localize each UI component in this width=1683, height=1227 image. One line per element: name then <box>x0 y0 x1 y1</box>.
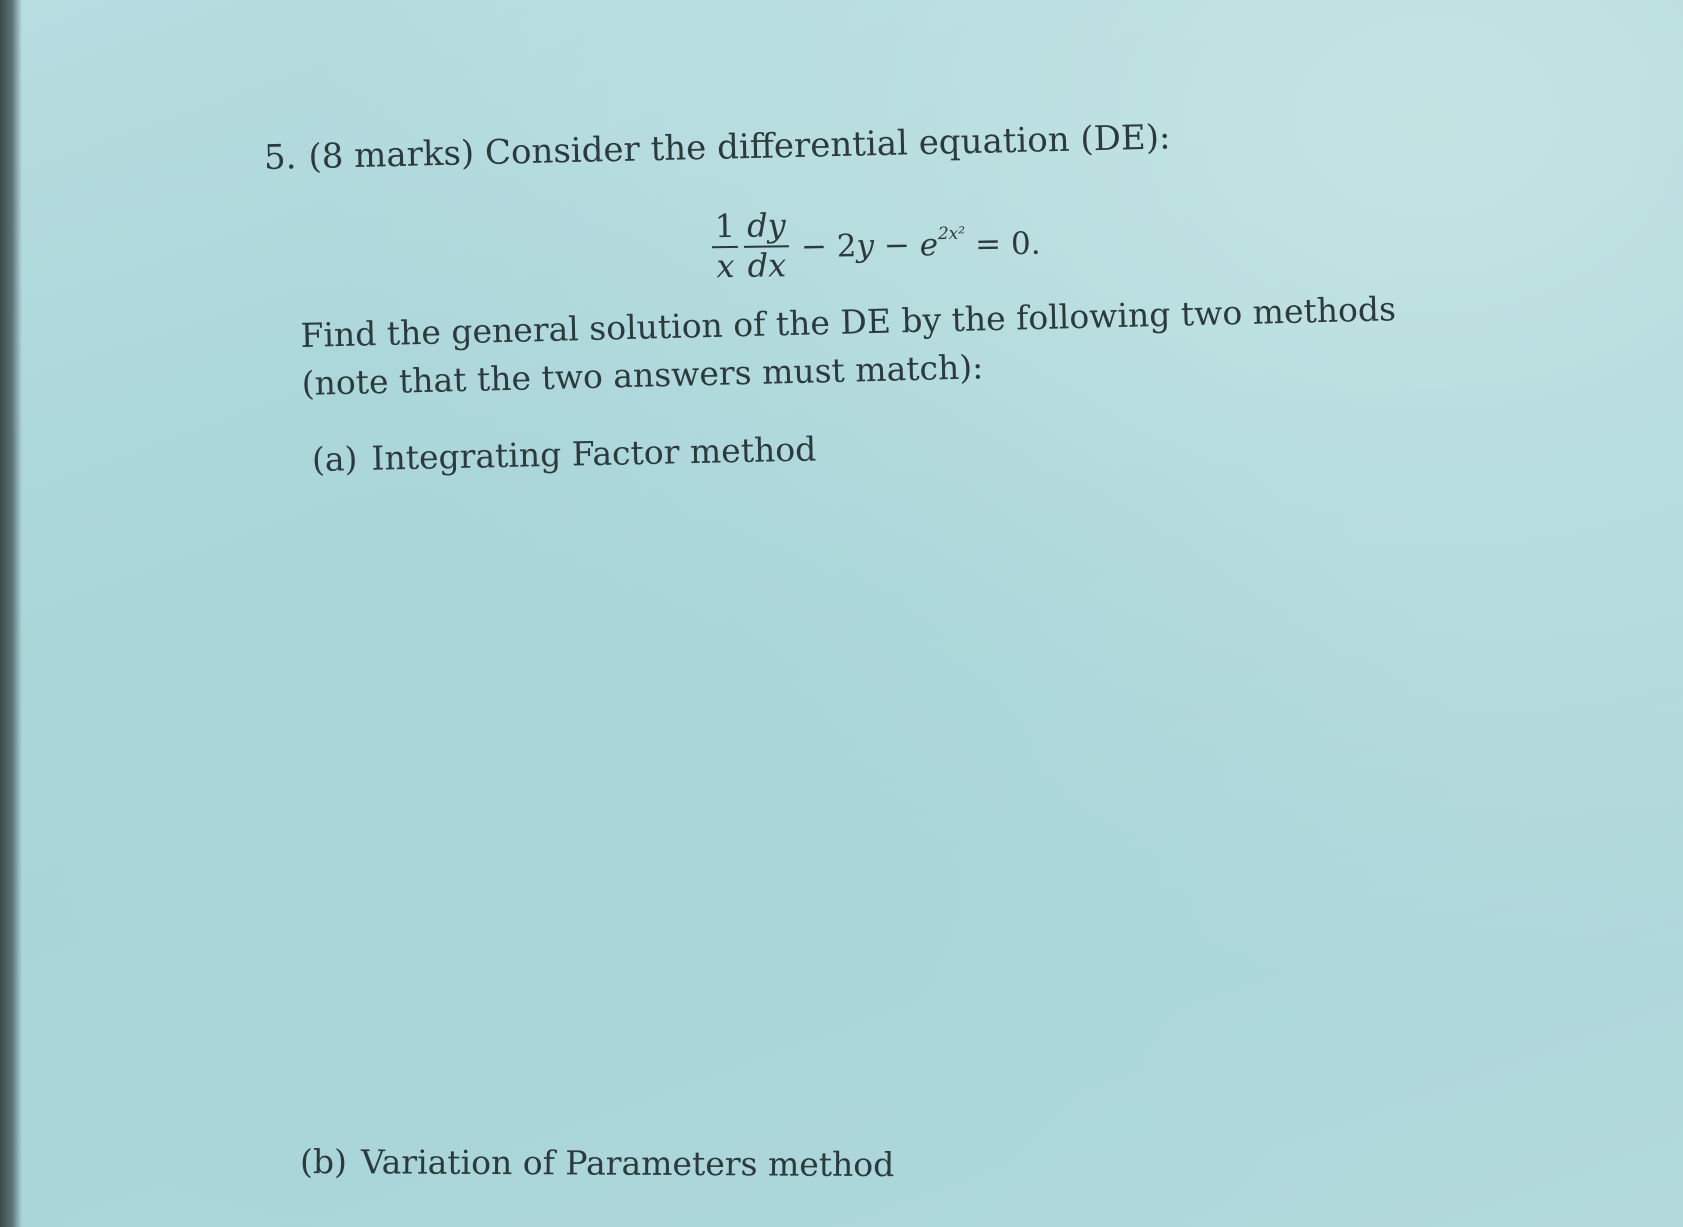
part-letter: (a) <box>311 439 358 479</box>
fraction-denominator: dx <box>747 245 787 285</box>
part-label: Integrating Factor method <box>371 429 817 478</box>
part-label: Variation of Parameters method <box>360 1142 895 1185</box>
question-header-text: (8 marks) Consider the differential equation (DE): <box>307 117 1171 177</box>
equation-term: − <box>873 227 920 265</box>
question-header <box>264 117 1171 178</box>
instructions-paragraph: Find the general solution of the DE by the following two methods (note that the two answers must match): <box>300 289 1397 403</box>
equation-remainder <box>801 223 1041 265</box>
equation-term: − 2 <box>800 228 857 266</box>
part-b <box>300 1142 895 1184</box>
equation-base-e: e <box>919 227 939 264</box>
fraction-denominator: x <box>716 246 735 285</box>
differential-equation <box>712 206 1042 284</box>
equation-variable-y: y <box>856 228 875 265</box>
fraction-numerator: dy <box>744 209 789 247</box>
fraction-one-over-x <box>712 206 739 285</box>
fraction-dy-dx <box>744 206 790 285</box>
fraction-numerator: 1 <box>712 210 739 248</box>
part-letter: (b) <box>299 1142 347 1182</box>
equation-exponent: 2x² <box>937 223 966 245</box>
question-number: 5. <box>263 137 297 178</box>
part-a <box>312 429 817 479</box>
equation-term: = 0. <box>965 225 1041 263</box>
